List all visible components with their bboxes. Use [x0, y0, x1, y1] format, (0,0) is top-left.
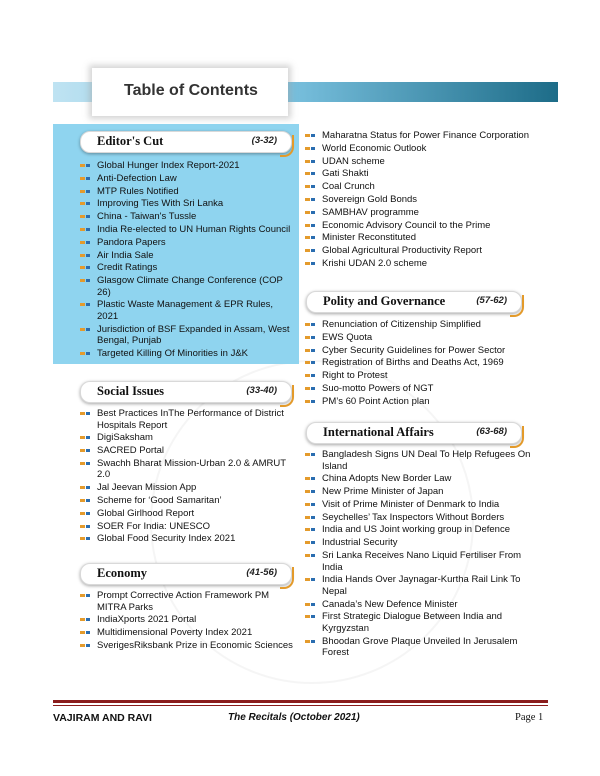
toc-item	[303, 168, 538, 180]
footer-rule-thin	[53, 705, 548, 706]
toc-item	[303, 345, 538, 357]
toc-item-label: DigiSaksham	[97, 432, 153, 444]
bullet-icon	[305, 603, 315, 606]
bullet-icon	[80, 631, 90, 634]
page-range: (41-56)	[246, 567, 277, 578]
bullet-icon	[80, 177, 90, 180]
toc-item	[78, 533, 300, 545]
bullet-icon	[305, 578, 315, 581]
toc-item-label: MTP Rules Notified	[97, 185, 179, 197]
social-issues-header	[80, 381, 292, 403]
toc-item-label: PM’s 60 Point Action plan	[322, 395, 430, 407]
bullet-icon	[80, 254, 90, 257]
toc-item	[303, 473, 538, 485]
footer-rule	[53, 700, 548, 703]
bullet-icon	[305, 503, 315, 506]
header-accent	[510, 426, 524, 448]
toc-item	[303, 245, 538, 257]
toc-item-label: Sri Lanka Receives Nano Liquid Fertiliser From India	[322, 550, 522, 573]
editors-cut-list	[78, 160, 296, 361]
bullet-icon	[305, 198, 315, 201]
toc-item-label: Plastic Waste Management & EPR Rules, 2021	[97, 299, 273, 322]
bullet-icon	[80, 328, 90, 331]
bullet-icon	[305, 147, 315, 150]
toc-item-label: Jal Jeevan Mission App	[97, 482, 197, 494]
bullet-icon	[80, 241, 90, 244]
toc-item	[78, 324, 296, 347]
bullet-icon	[305, 516, 315, 519]
bullet-icon	[80, 352, 90, 355]
toc-item-label: Industrial Security	[322, 537, 398, 549]
bullet-icon	[305, 160, 315, 163]
toc-item-label: EWS Quota	[322, 331, 373, 343]
international-list	[303, 449, 538, 660]
toc-item	[78, 224, 296, 236]
toc-item	[78, 262, 296, 274]
bullet-icon	[305, 349, 315, 352]
toc-item-label: Visit of Prime Minister of Denmark to India	[322, 498, 500, 510]
bullet-icon	[305, 640, 315, 643]
toc-item	[78, 198, 296, 210]
header-accent	[280, 385, 294, 407]
toc-item-label: Right to Protest	[322, 370, 388, 382]
bullet-icon	[80, 215, 90, 218]
bullet-icon	[80, 228, 90, 231]
toc-item	[303, 194, 538, 206]
international-header	[306, 422, 522, 444]
toc-item	[303, 156, 538, 168]
toc-item	[303, 383, 538, 395]
toc-item-label: Global Hunger Index Report-2021	[97, 160, 240, 171]
bullet-icon	[305, 453, 315, 456]
bullet-icon	[305, 374, 315, 377]
toc-item-label: India Hands Over Jaynagar-Kurtha Rail Link To Nepal	[322, 574, 521, 597]
toc-item-label: China Adopts New Border Law	[322, 473, 452, 485]
page-range: (3-32)	[251, 135, 277, 146]
toc-item	[303, 599, 538, 611]
toc-item	[78, 250, 296, 262]
toc-item	[78, 445, 300, 457]
toc-item	[78, 299, 296, 322]
toc-item-label: Renunciation of Citizenship Simplified	[322, 319, 481, 330]
toc-item	[78, 495, 300, 507]
toc-item	[303, 524, 538, 536]
toc-item	[78, 275, 296, 298]
toc-item	[78, 508, 300, 520]
toc-item	[303, 143, 538, 155]
social-issues-list	[78, 408, 300, 546]
toc-item-label: UDAN scheme	[322, 155, 385, 167]
toc-item	[78, 432, 300, 444]
bullet-icon	[80, 164, 90, 167]
bullet-icon	[305, 477, 315, 480]
toc-item-label: Suo-motto Powers of NGT	[322, 382, 434, 394]
toc-item	[78, 521, 300, 533]
editors-cut-header	[80, 131, 292, 153]
bullet-icon	[305, 400, 315, 403]
bullet-icon	[80, 537, 90, 540]
bullet-icon	[80, 486, 90, 489]
toc-item	[78, 640, 300, 652]
toc-item	[303, 636, 538, 659]
bullet-icon	[80, 202, 90, 205]
bullet-icon	[305, 336, 315, 339]
toc-item-label: Krishi UDAN 2.0 scheme	[322, 257, 428, 269]
section-title: International Affairs	[323, 425, 434, 439]
toc-item-label: Registration of Births and Deaths Act, 1969	[322, 357, 504, 369]
toc-item-label: Global Girlhood Report	[97, 507, 195, 519]
toc-item-label: Economic Advisory Council to the Prime	[322, 219, 491, 231]
bullet-icon	[305, 185, 315, 188]
bullet-icon	[80, 190, 90, 193]
bullet-icon	[80, 644, 90, 647]
toc-item-label: Pandora Papers	[97, 236, 166, 248]
toc-item-label: World Economic Outlook	[322, 142, 427, 154]
section-title: Polity and Governance	[323, 294, 446, 308]
toc-item	[78, 614, 300, 626]
economy-list	[78, 590, 300, 653]
toc-item-label: Bhoodan Grove Plaque Unveiled In Jerusalem Forest	[322, 635, 518, 659]
footer-publication: The Recitals (October 2021)	[228, 712, 360, 723]
bullet-icon	[80, 462, 90, 465]
toc-item-label: Air India Sale	[97, 249, 154, 261]
toc-item	[78, 160, 296, 172]
bullet-icon	[305, 554, 315, 557]
bullet-icon	[80, 412, 90, 415]
toc-item	[303, 332, 538, 344]
toc-item-label: Coal Crunch	[322, 181, 375, 193]
toc-item	[303, 319, 538, 331]
header-accent	[510, 295, 524, 317]
toc-item-label: Multidimensional Poverty Index 2021	[97, 627, 253, 639]
toc-item-label: Targeted Killing Of Minorities in J&K	[97, 348, 249, 360]
bullet-icon	[80, 594, 90, 597]
toc-item-label: First Strategic Dialogue Between India and Kyrgyzstan	[322, 611, 503, 634]
toc-item-label: SAMBHAV programme	[322, 206, 419, 218]
bullet-icon	[305, 323, 315, 326]
toc-item-label: Canada’s New Defence Minister	[322, 598, 458, 610]
footer-publisher: VAJIRAM AND RAVI	[53, 712, 152, 724]
toc-item-label: Gati Shakti	[322, 168, 369, 180]
toc-item	[303, 370, 538, 382]
toc-item-label: Best Practices InThe Performance of District Hospitals Report	[97, 408, 284, 431]
toc-item-label: IndiaXports 2021 Portal	[97, 614, 197, 626]
bullet-icon	[305, 172, 315, 175]
toc-item-label: Maharatna Status for Power Finance Corporation	[322, 130, 529, 141]
toc-item-label: Global Agricultural Productivity Report	[322, 245, 482, 257]
bullet-icon	[305, 490, 315, 493]
bullet-icon	[305, 236, 315, 239]
toc-item	[78, 627, 300, 639]
page-number: Page 1	[515, 712, 544, 723]
toc-item-label: Sovereign Gold Bonds	[322, 193, 418, 205]
toc-item-label: Bangladesh Signs UN Deal To Help Refugees On Island	[322, 449, 531, 472]
toc-item	[78, 348, 296, 360]
section-title: Editor's Cut	[97, 134, 164, 148]
toc-item-label: Scheme for ‘Good Samaritan’	[97, 494, 222, 506]
toc-item-label: Minister Reconstituted	[322, 232, 416, 244]
toc-item	[303, 220, 538, 232]
toc-item	[78, 186, 296, 198]
page-title: Table of Contents	[124, 82, 258, 99]
toc-item	[303, 537, 538, 549]
toc-item-label: New Prime Minister of Japan	[322, 486, 444, 498]
page-range: (33-40)	[246, 385, 277, 396]
toc-item-label: Seychelles’ Tax Inspectors Without Borders	[322, 511, 505, 523]
bullet-icon	[305, 224, 315, 227]
section-title: Economy	[97, 566, 147, 580]
toc-item	[78, 482, 300, 494]
toc-item-label: Swachh Bharat Mission-Urban 2.0 & AMRUT 2.0	[97, 457, 286, 481]
polity-header	[306, 291, 522, 313]
toc-item-label: Credit Ratings	[97, 262, 158, 274]
toc-item	[303, 232, 538, 244]
toc-item	[303, 574, 538, 597]
bullet-icon	[80, 279, 90, 282]
toc-item	[78, 590, 300, 613]
bullet-icon	[305, 262, 315, 265]
bullet-icon	[80, 436, 90, 439]
toc-item	[78, 408, 300, 431]
bullet-icon	[80, 525, 90, 528]
bullet-icon	[80, 512, 90, 515]
bullet-icon	[80, 266, 90, 269]
toc-item	[303, 512, 538, 524]
toc-item-label: India Re-elected to UN Human Rights Council	[97, 223, 291, 235]
bullet-icon	[80, 303, 90, 306]
economy-header	[80, 563, 292, 585]
toc-item	[303, 207, 538, 219]
polity-list	[303, 319, 538, 409]
toc-item	[78, 458, 300, 481]
bullet-icon	[305, 387, 315, 390]
bullet-icon	[305, 134, 315, 137]
page-range: (57-62)	[476, 295, 507, 306]
toc-item-label: India and US Joint working group in Defence	[322, 524, 511, 536]
bullet-icon	[305, 528, 315, 531]
header-accent	[280, 567, 294, 589]
toc-item-label: SOER For India: UNESCO	[97, 520, 210, 532]
economy-continued-list	[303, 130, 538, 271]
toc-item	[78, 211, 296, 223]
toc-item-label: Anti-Defection Law	[97, 172, 177, 184]
toc-item	[303, 357, 538, 369]
toc-item-label: SverigesRiksbank Prize in Economic Sciences	[97, 639, 293, 651]
toc-item-label: Jurisdiction of BSF Expanded in Assam, West Bengal, Punjab	[97, 323, 290, 347]
toc-item-label: China - Taiwan's Tussle	[97, 211, 197, 223]
bullet-icon	[80, 618, 90, 621]
toc-item	[78, 173, 296, 185]
section-title: Social Issues	[97, 384, 165, 398]
toc-item	[303, 499, 538, 511]
page-range: (63-68)	[476, 426, 507, 437]
toc-item-label: Cyber Security Guidelines for Power Sector	[322, 344, 506, 356]
toc-item-label: Global Food Security Index 2021	[97, 533, 236, 545]
bullet-icon	[80, 449, 90, 452]
bullet-icon	[305, 541, 315, 544]
toc-item-label: Prompt Corrective Action Framework PM MITRA Parks	[97, 590, 270, 613]
bullet-icon	[305, 211, 315, 214]
bullet-icon	[80, 499, 90, 502]
toc-item-label: Glasgow Climate Change Conference (COP 26)	[97, 275, 283, 298]
toc-item	[303, 130, 538, 142]
bullet-icon	[305, 615, 315, 618]
toc-item	[303, 396, 538, 408]
toc-item	[303, 486, 538, 498]
bullet-icon	[305, 249, 315, 252]
toc-item	[303, 611, 538, 634]
bullet-icon	[305, 361, 315, 364]
toc-item	[303, 550, 538, 573]
toc-item-label: Improving Ties With Sri Lanka	[97, 198, 224, 210]
toc-item	[78, 237, 296, 249]
toc-item	[303, 449, 538, 472]
toc-item-label: SACRED Portal	[97, 445, 165, 457]
toc-item	[303, 258, 538, 270]
toc-item	[303, 181, 538, 193]
